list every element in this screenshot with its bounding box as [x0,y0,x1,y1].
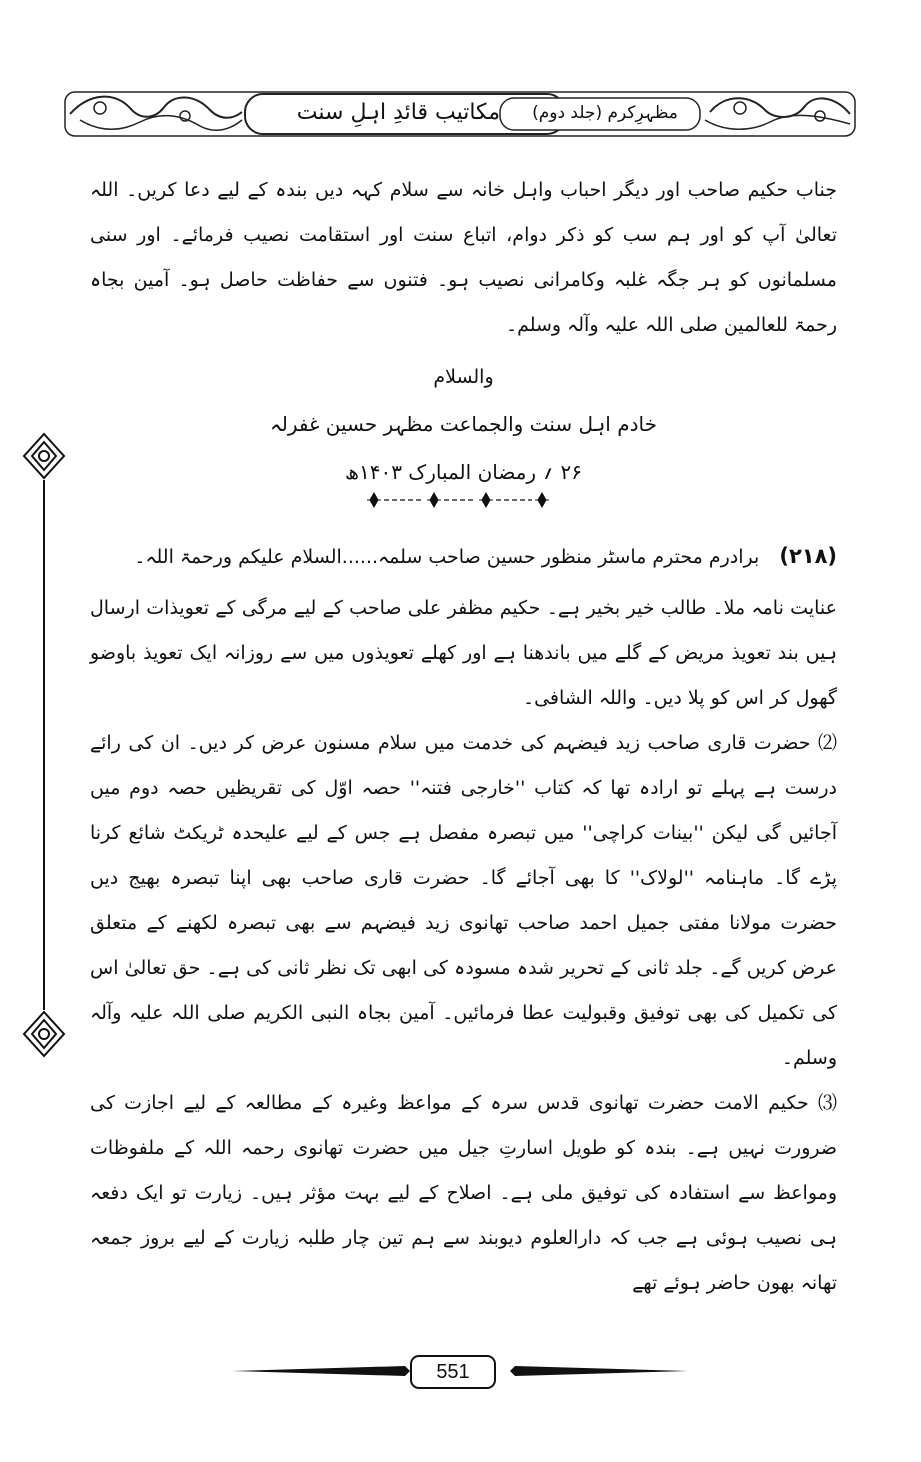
paragraph: جناب حکیم صاحب اور دیگر احباب واہل خانہ سے سلام کہہ دیں بندہ کے لیے دعا کریں۔ اللہ تعالیٰ آپ کو اور ہم سب کو ذکر دوام، اتباع سنت اور استقامت نصیب فرمائے۔ اور سنی مسلمانوں کو ہر جگہ غلبہ وکامرانی نصیب ہو۔ فتنوں سے حفاظت حاصل ہو۔ آمین بجاہ رحمۃ للعالمین صلی اللہ علیہ وآلہ وسلم۔ [90,179,837,336]
paragraph: عنایت نامہ ملا۔ طالب خیر بخیر ہے۔ حکیم مظفر علی صاحب کے لیے مرگی کے تعویذات ارسال ہیں بند تعویذ مریض کے گلے میں باندھنا ہے اور کھلے تعویذوں میں سے روزانہ ایک تعویذ باوضو گھول کر اس کو پلا دیں۔ واللہ الشافی۔ [90,597,837,709]
book-volume: مظہرِکرم (جلد دوم) [532,103,678,123]
signature: خادم اہل سنت والجماعت مظہر حسین غفرلہ [270,412,657,436]
separator-ornament [360,490,560,510]
date-line: ۲۶ ؍ رمضان المبارک ۱۴۰۳ھ [345,460,582,484]
book-title: مکاتیب قائدِ اہلِ سنت [296,100,500,125]
top-paragraph-block [90,168,837,348]
paragraph: ⑵ حضرت قاری صاحب زید فیضہم کی خدمت میں سلام مسنون عرض کر دیں۔ ان کی رائے درست ہے پہلے تو ارادہ تھا کہ کتاب ''خارجی فتنہ'' حصہ اوّل کی تقریظیں حصہ دوم میں آجائیں گی لیکن ''بینات کراچی'' میں تبصرہ مفصل ہے جس کے لیے علیحدہ ٹریکٹ شائع کرنا پڑے گا۔ ماہنامہ ''لولاک'' کا بھی آجائے گا۔ حضرت قاری صاحب بھی اپنا تبصرہ بھیج دیں حضرت مولانا مفتی جمیل احمد صاحب تھانوی زید فیضہم سے بھی تبصرہ لکھنے کے متعلق عرض کریں گے۔ جلد ثانی کے تحریر شدہ مسودہ کی ابھی تک نظر ثانی کی ہے۔ حق تعالیٰ اس کی تکمیل کی بھی توفیق وقبولیت عطا فرمائیں۔ آمین بجاہ النبی الکریم صلی اللہ علیہ وآلہ وسلم۔ [90,732,837,1069]
letter-body [90,586,837,1306]
closing-salutation: والسلام [433,366,494,388]
page-header [60,86,860,142]
page-number: 551 [410,1355,496,1389]
letter-heading [90,534,837,580]
paragraph: ⑶ حکیم الامت حضرت تھانوی قدس سرہ کے مواعظ وغیرہ کے مطالعہ کے لیے اجازت کی ضرورت نہیں ہے۔ بندہ کو طویل اسارتِ جیل میں حضرت تھانوی رحمہ اللہ کے ملفوظات ومواعظ سے استفادہ کی توفیق ملی ہے۔ اصلاح کے لیے بہت مؤثر ہیں۔ زیارت تو ایک دفعہ ہی نصیب ہوئی ہے جب کہ دارالعلوم دیوبند سے ہم تین چار طلبہ زیارت کے لیے بروز جمعہ تھانہ بھون حاضر ہوئے تھے [90,1092,837,1294]
letter-number: (۲۱۸) [779,544,837,568]
letter-opening: برادرم محترم ماسٹر منظور حسین صاحب سلمہ......السلام علیکم ورحمۃ اللہ۔ [134,546,760,568]
margin-ornament [18,430,70,1060]
